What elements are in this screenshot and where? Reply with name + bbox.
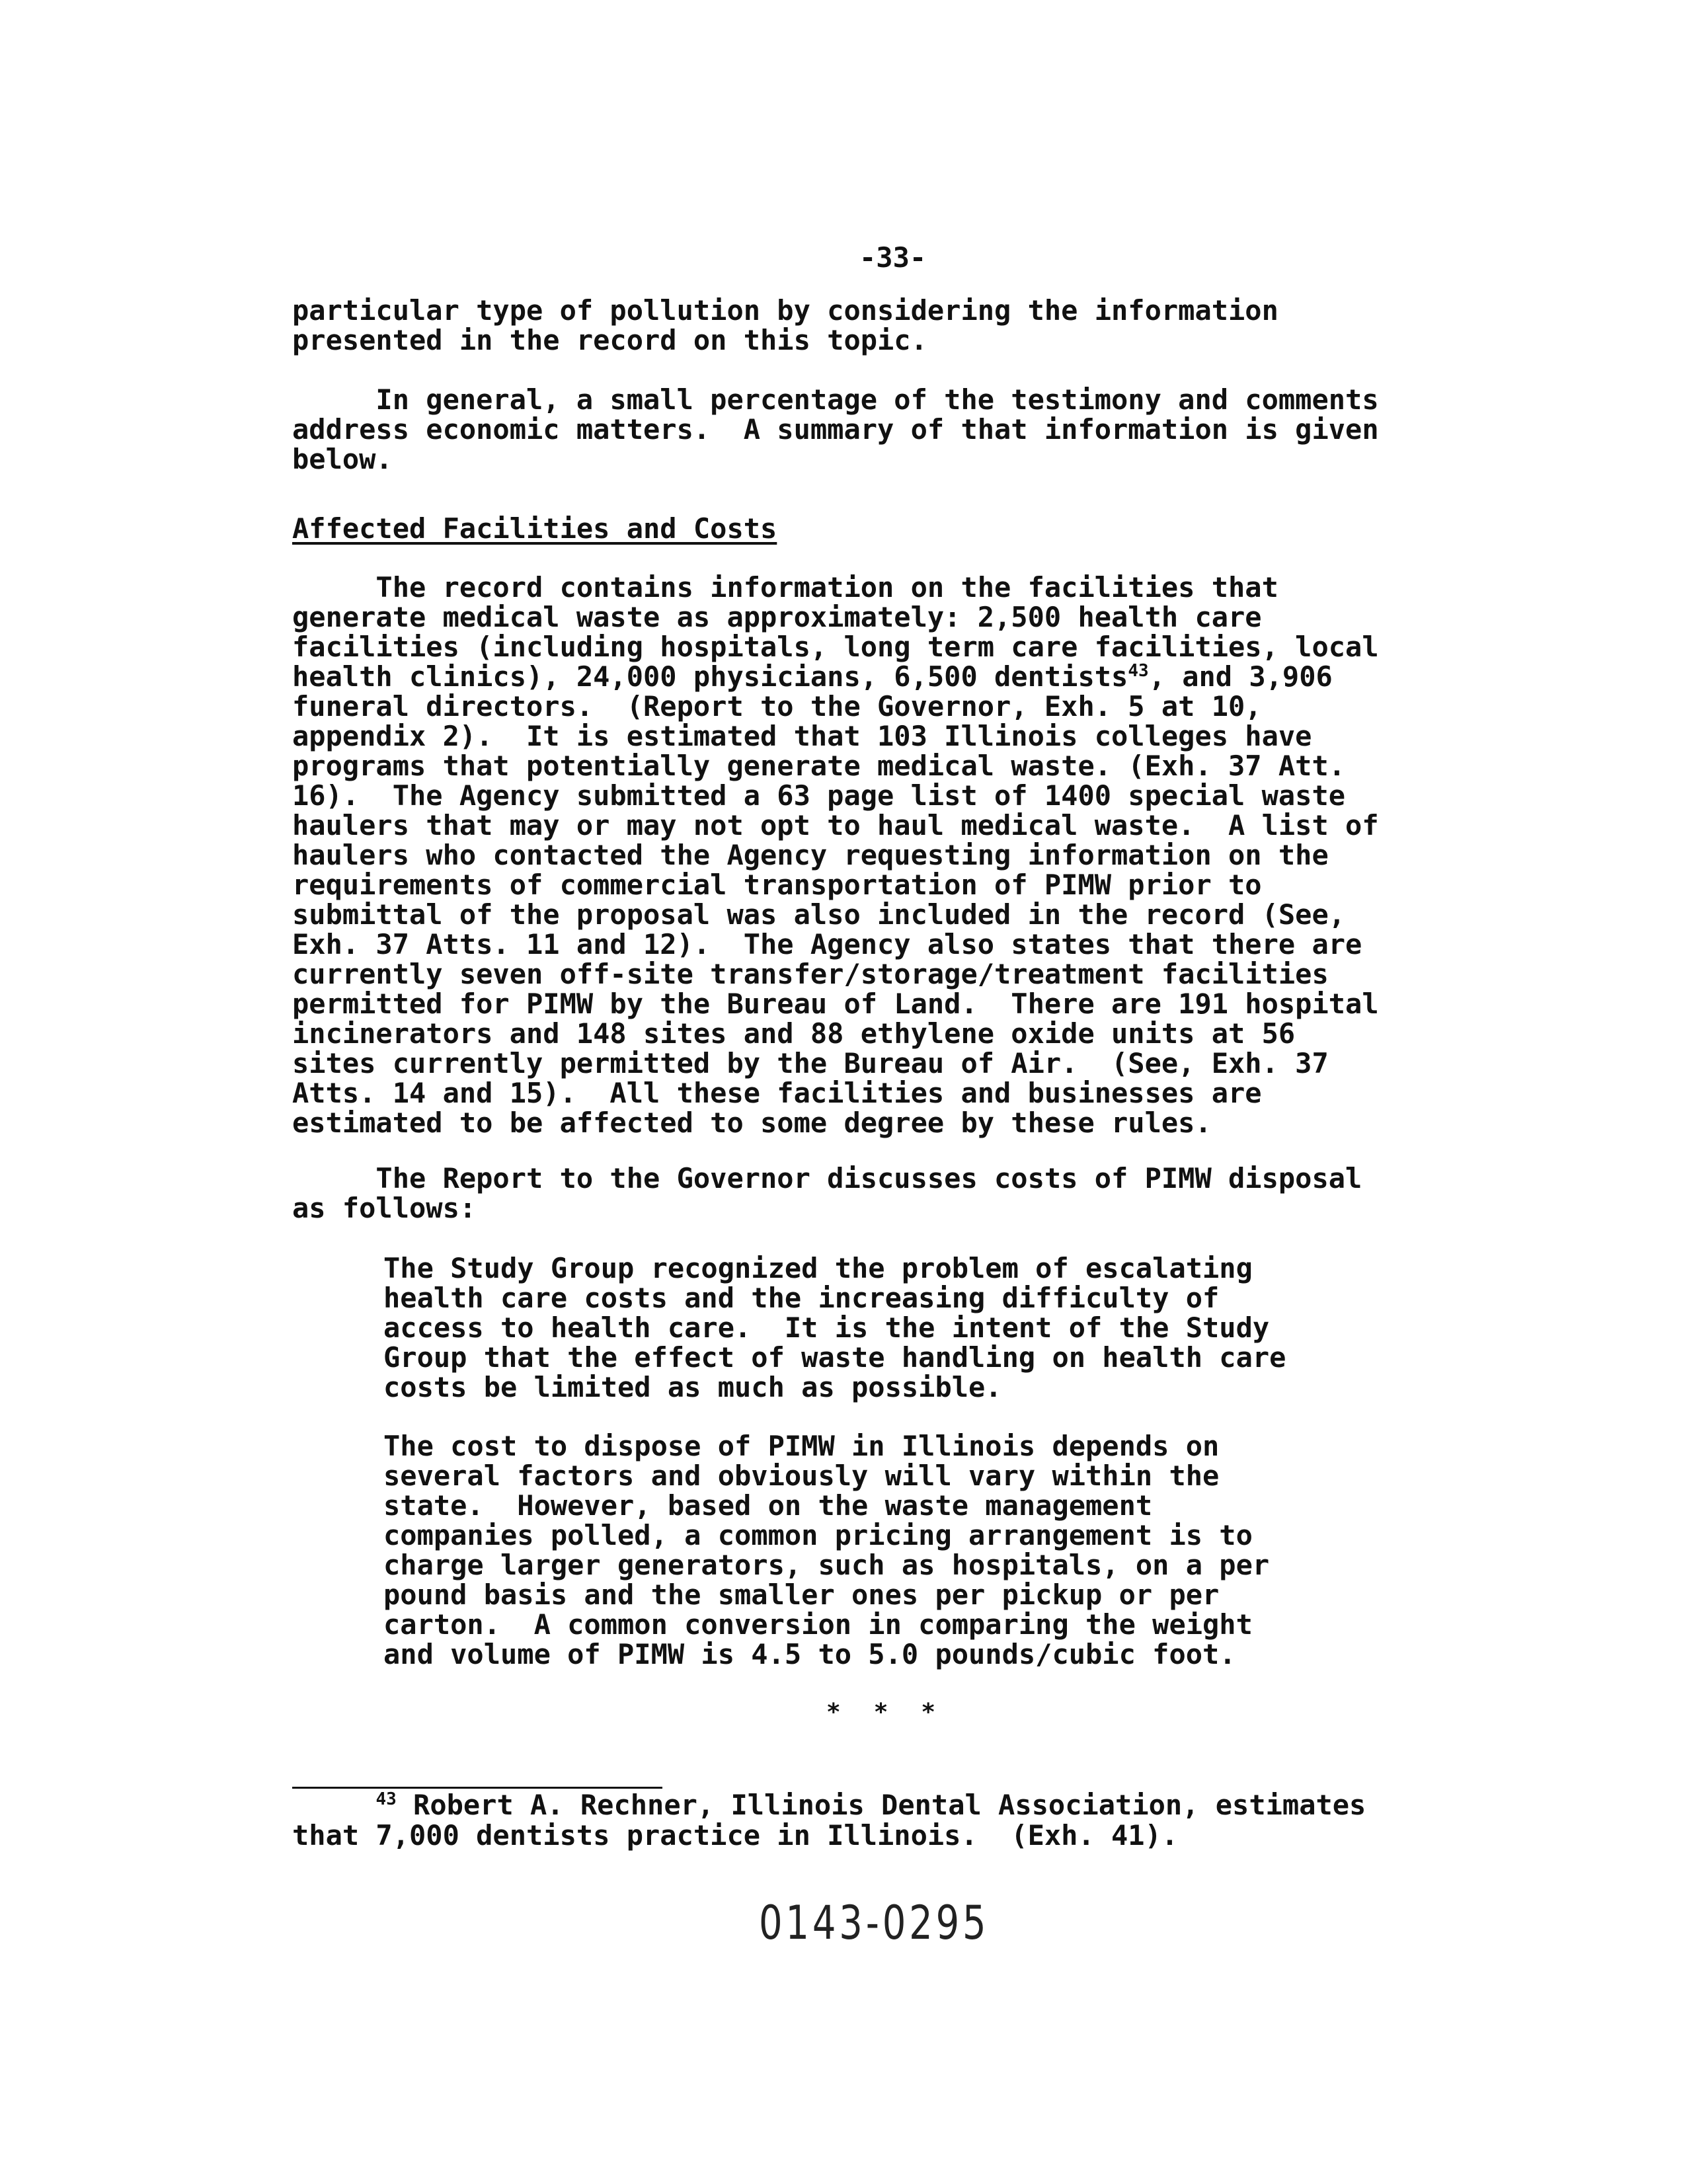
- footnote-marker: 43: [375, 1789, 397, 1809]
- report-intro-paragraph: The Report to the Governor discusses costs of PIMW disposal as follows:: [292, 1162, 1362, 1224]
- page-number: - 33 -: [859, 241, 926, 274]
- quote-paragraph-2: The cost to dispose of PIMW in Illinois depends on several factors and obviously will vary within the state. However, based on the waste management companies polled, a common pricing arrangement is to charge larger generators, such as hospitals, on a per pound basis and the smaller ones per pickup or per carton. A common conversion in comparing the weight and volume of PIMW is 4.5 to 5.0 pounds/cubic foot.: [383, 1430, 1270, 1670]
- facilities-line-1: The record contains information on the facilities that: [292, 571, 1278, 604]
- quote-paragraph-1: The Study Group recognized the problem of escalating health care costs and the increasing difficulty of access to health care. It is the intent of the Study Group that the effect of waste handling on health care costs be limited as much as possible.: [383, 1252, 1286, 1403]
- facilities-line-3: facilities (including hospitals, long term care facilities, local: [292, 631, 1379, 663]
- facilities-remaining-lines: funeral directors. (Report to the Governor, Exh. 5 at 10, appendix 2). It is estimated that 103 Illinois colleges have programs that potentially generate medical waste. (Exh. 37 Att. 16). The Agency submitted a 63 page list of 1400 special waste haulers that may or may not opt to haul medical waste. A list of haulers who contacted the Agency requesting information on the requirements of commercial transportation of PIMW prior to submittal of the proposal was also included in the record (See, Exh. 37 Atts. 11 and 12). The Agency also states that there are currently seven off-site transfer/storage/treatment facilities permitted for PIMW by the Bureau of Land. There are 191 hospital incinerators and 148 sites and 88 ethylene oxide units at 56 sites currently permitted by the Bureau of Air. (See, Exh. 37 Atts. 14 and 15). All these facilities and businesses are estimated to be affected to some degree by these rules.: [292, 690, 1379, 1139]
- facilities-paragraph: [292, 572, 1502, 1138]
- section-separator: [826, 1699, 942, 1726]
- general-paragraph: In general, a small percentage of the testimony and comments address economic matters. A summary of that information is given below.: [292, 383, 1379, 475]
- separator-star: *: [873, 1699, 895, 1726]
- footnote-line-1: Robert A. Rechner, Illinois Dental Association, estimates: [396, 1789, 1366, 1821]
- section-heading: Affected Facilities and Costs: [292, 512, 777, 545]
- facilities-line-2: generate medical waste as approximately: 2,500 health care: [292, 601, 1262, 633]
- separator-star: *: [921, 1699, 943, 1726]
- footnote-reference: 43: [1128, 661, 1149, 681]
- facilities-line-4-end: , and 3,906: [1148, 660, 1333, 693]
- bates-number: 0143-0295: [759, 1896, 990, 1950]
- footnote: [292, 1790, 1502, 1851]
- continuation-paragraph: particular type of pollution by considering the information presented in the record on this topic.: [292, 294, 1278, 356]
- separator-star: *: [826, 1699, 847, 1726]
- footnote-line-2: that 7,000 dentists practice in Illinois. (Exh. 41).: [292, 1819, 1179, 1852]
- facilities-line-4: health clinics), 24,000 physicians, 6,500 dentists: [292, 660, 1128, 693]
